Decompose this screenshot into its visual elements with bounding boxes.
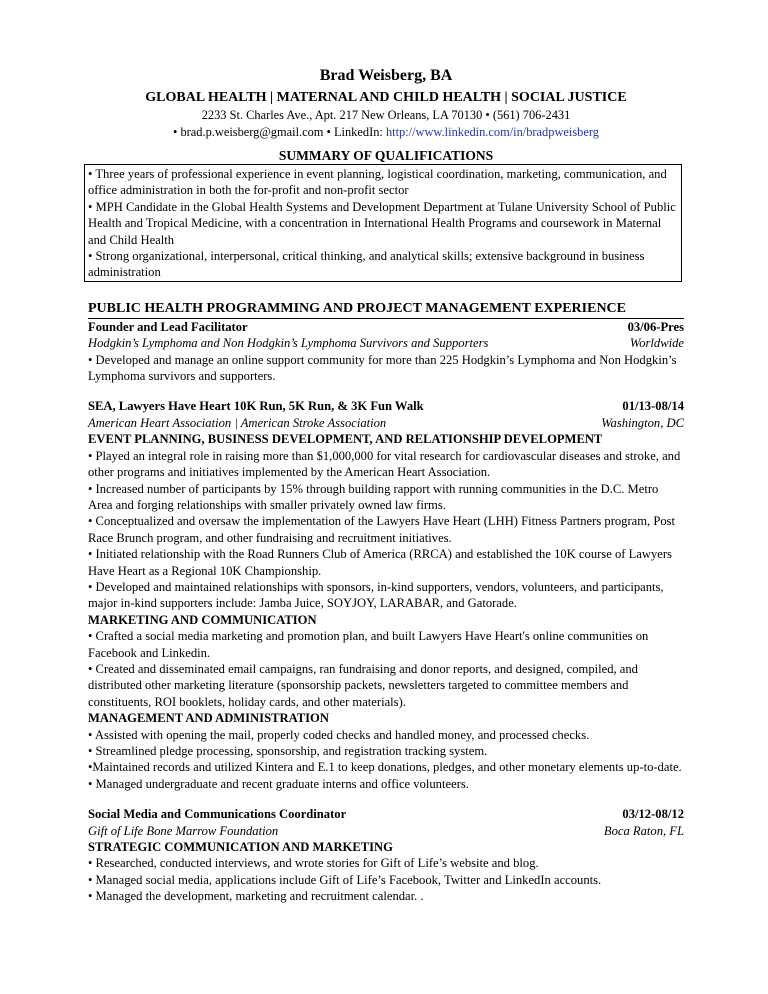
summary-item: • Three years of professional experience in event planning, logistical coordination, marketing, communication, and office administration in both the for-profit and non-profit sector (88, 167, 667, 198)
job-org: American Heart Association | American Stroke Association (88, 415, 387, 430)
job-location: Worldwide (629, 336, 684, 351)
job-bullet: • Developed and maintained relationships with sponsors, in-kind supporters, vendors, volunteers, and participants, major in-kind supporters include: Jamba Juice, SOYJOY, LARABAR, and Gatorade. (88, 579, 664, 611)
summary-heading: SUMMARY OF QUALIFICATIONS (278, 148, 494, 163)
job-bullet: • Streamlined pledge processing, sponsorship, and registration tracking system. (88, 744, 488, 758)
job-bullet: • Managed undergraduate and recent graduate interns and office volunteers. (88, 776, 469, 791)
job-dates: 03/06-Pres (627, 319, 684, 334)
job-bullet: • Developed and manage an online support community for more than 225 Hodgkin’s Lymphoma and Non Hodgkin’s Lymphoma survivors and supporters. (88, 352, 677, 384)
job-dates: 03/12-08/12 (622, 807, 684, 822)
job-entry (88, 398, 684, 792)
experience-heading: PUBLIC HEALTH PROGRAMMING AND PROJECT MANAGEMENT EXPERIENCE (88, 300, 684, 319)
job-bullet: • Conceptualized and oversaw the implementation of the Lawyers Have Heart (LHH) Fitness Partners program, Post Race Brunch program, and other fundraising and recruitment initiatives. (88, 514, 676, 545)
candidate-name: Brad Weisberg, BA (319, 67, 453, 84)
job-subsection-heading: EVENT PLANNING, BUSINESS DEVELOPMENT, AND RELATIONSHIP DEVELOPMENT (88, 432, 603, 447)
job-subsection-heading: MARKETING AND COMMUNICATION (88, 612, 317, 627)
job-dates: 01/13-08/14 (622, 399, 684, 414)
job-entry (88, 806, 684, 904)
job-bullet: • Increased number of participants by 15% through building rapport with running communities in the D.C. Metro Area and forging relationships with smaller privately owned law firms. (88, 481, 659, 512)
job-title: SEA, Lawyers Have Heart 10K Run, 5K Run, & 3K Fun Walk (88, 399, 424, 414)
summary-item: • Strong organizational, interpersonal, critical thinking, and analytical skills; extensive background in business administration (88, 249, 645, 280)
job-bullet: • Assisted with opening the mail, properly coded checks and handled money, and processed checks. (88, 727, 590, 742)
job-bullet: • Managed social media, applications include Gift of Life’s Facebook, Twitter and LinkedIn accounts. (88, 872, 602, 887)
job-org: Hodgkin’s Lymphoma and Non Hodgkin’s Lymphoma Survivors and Supporters (88, 336, 489, 351)
job-bullet: • Played an integral role in raising more than $1,000,000 for vital research for cardiovascular diseases and stroke, and other programs and initiatives implemented by the American Heart Association. (88, 448, 681, 480)
job-title: Founder and Lead Facilitator (88, 319, 248, 334)
job-title: Social Media and Communications Coordinator (88, 807, 347, 822)
email-text: • brad.p.weisberg@gmail.com • LinkedIn: (173, 125, 386, 139)
job-bullet: • Created and disseminated email campaigns, ran fundraising and donor reports, and designed, compiled, and distributed other marketing literature (sponsorship packets, newsletters targeted to committee members and constituents, ROI booklets, holiday cards, and other materials). (88, 661, 638, 709)
job-bullet: • Initiated relationship with the Road Runners Club of America (RRCA) and established the 10K course of Lawyers Have Heart as a Regional 10K Championship. (88, 547, 672, 578)
job-bullet: • Crafted a social media marketing and promotion plan, and built Lawyers Have Heart's online communities on Facebook and Linkedin. (88, 629, 649, 660)
job-bullet: •Maintained records and utilized Kintera and E.1 to keep donations, pledges, and other monetary elements up-to-date. (88, 760, 682, 775)
address-line: 2233 St. Charles Ave., Apt. 217 New Orleans, LA 70130 • (561) 706-2431 (201, 108, 571, 122)
job-bullet: • Managed the development, marketing and recruitment calendar. . (88, 889, 424, 904)
linkedin-link[interactable]: http://www.linkedin.com/in/bradpweisberg (385, 125, 599, 139)
job-bullet: • Researched, conducted interviews, and wrote stories for Gift of Life’s website and blog. (88, 856, 539, 871)
job-entry (88, 319, 684, 385)
job-location: Boca Raton, FL (603, 823, 684, 838)
resume-page (88, 66, 684, 905)
summary-item: • MPH Candidate in the Global Health Systems and Development Department at Tulane University School of Public Health and Tropical Medicine, with a concentration in International Health Programs and coursework in Maternal and Child Health (88, 199, 676, 247)
job-org: Gift of Life Bone Marrow Foundation (88, 823, 279, 838)
job-location: Washington, DC (601, 415, 684, 430)
job-subsection-heading: STRATEGIC COMMUNICATION AND MARKETING (88, 840, 393, 855)
job-subsection-heading: MANAGEMENT AND ADMINISTRATION (88, 711, 329, 726)
summary-box (84, 164, 682, 282)
email-linkedin-line (88, 124, 684, 141)
tagline: GLOBAL HEALTH | MATERNAL AND CHILD HEALTH | SOCIAL JUSTICE (145, 90, 627, 105)
